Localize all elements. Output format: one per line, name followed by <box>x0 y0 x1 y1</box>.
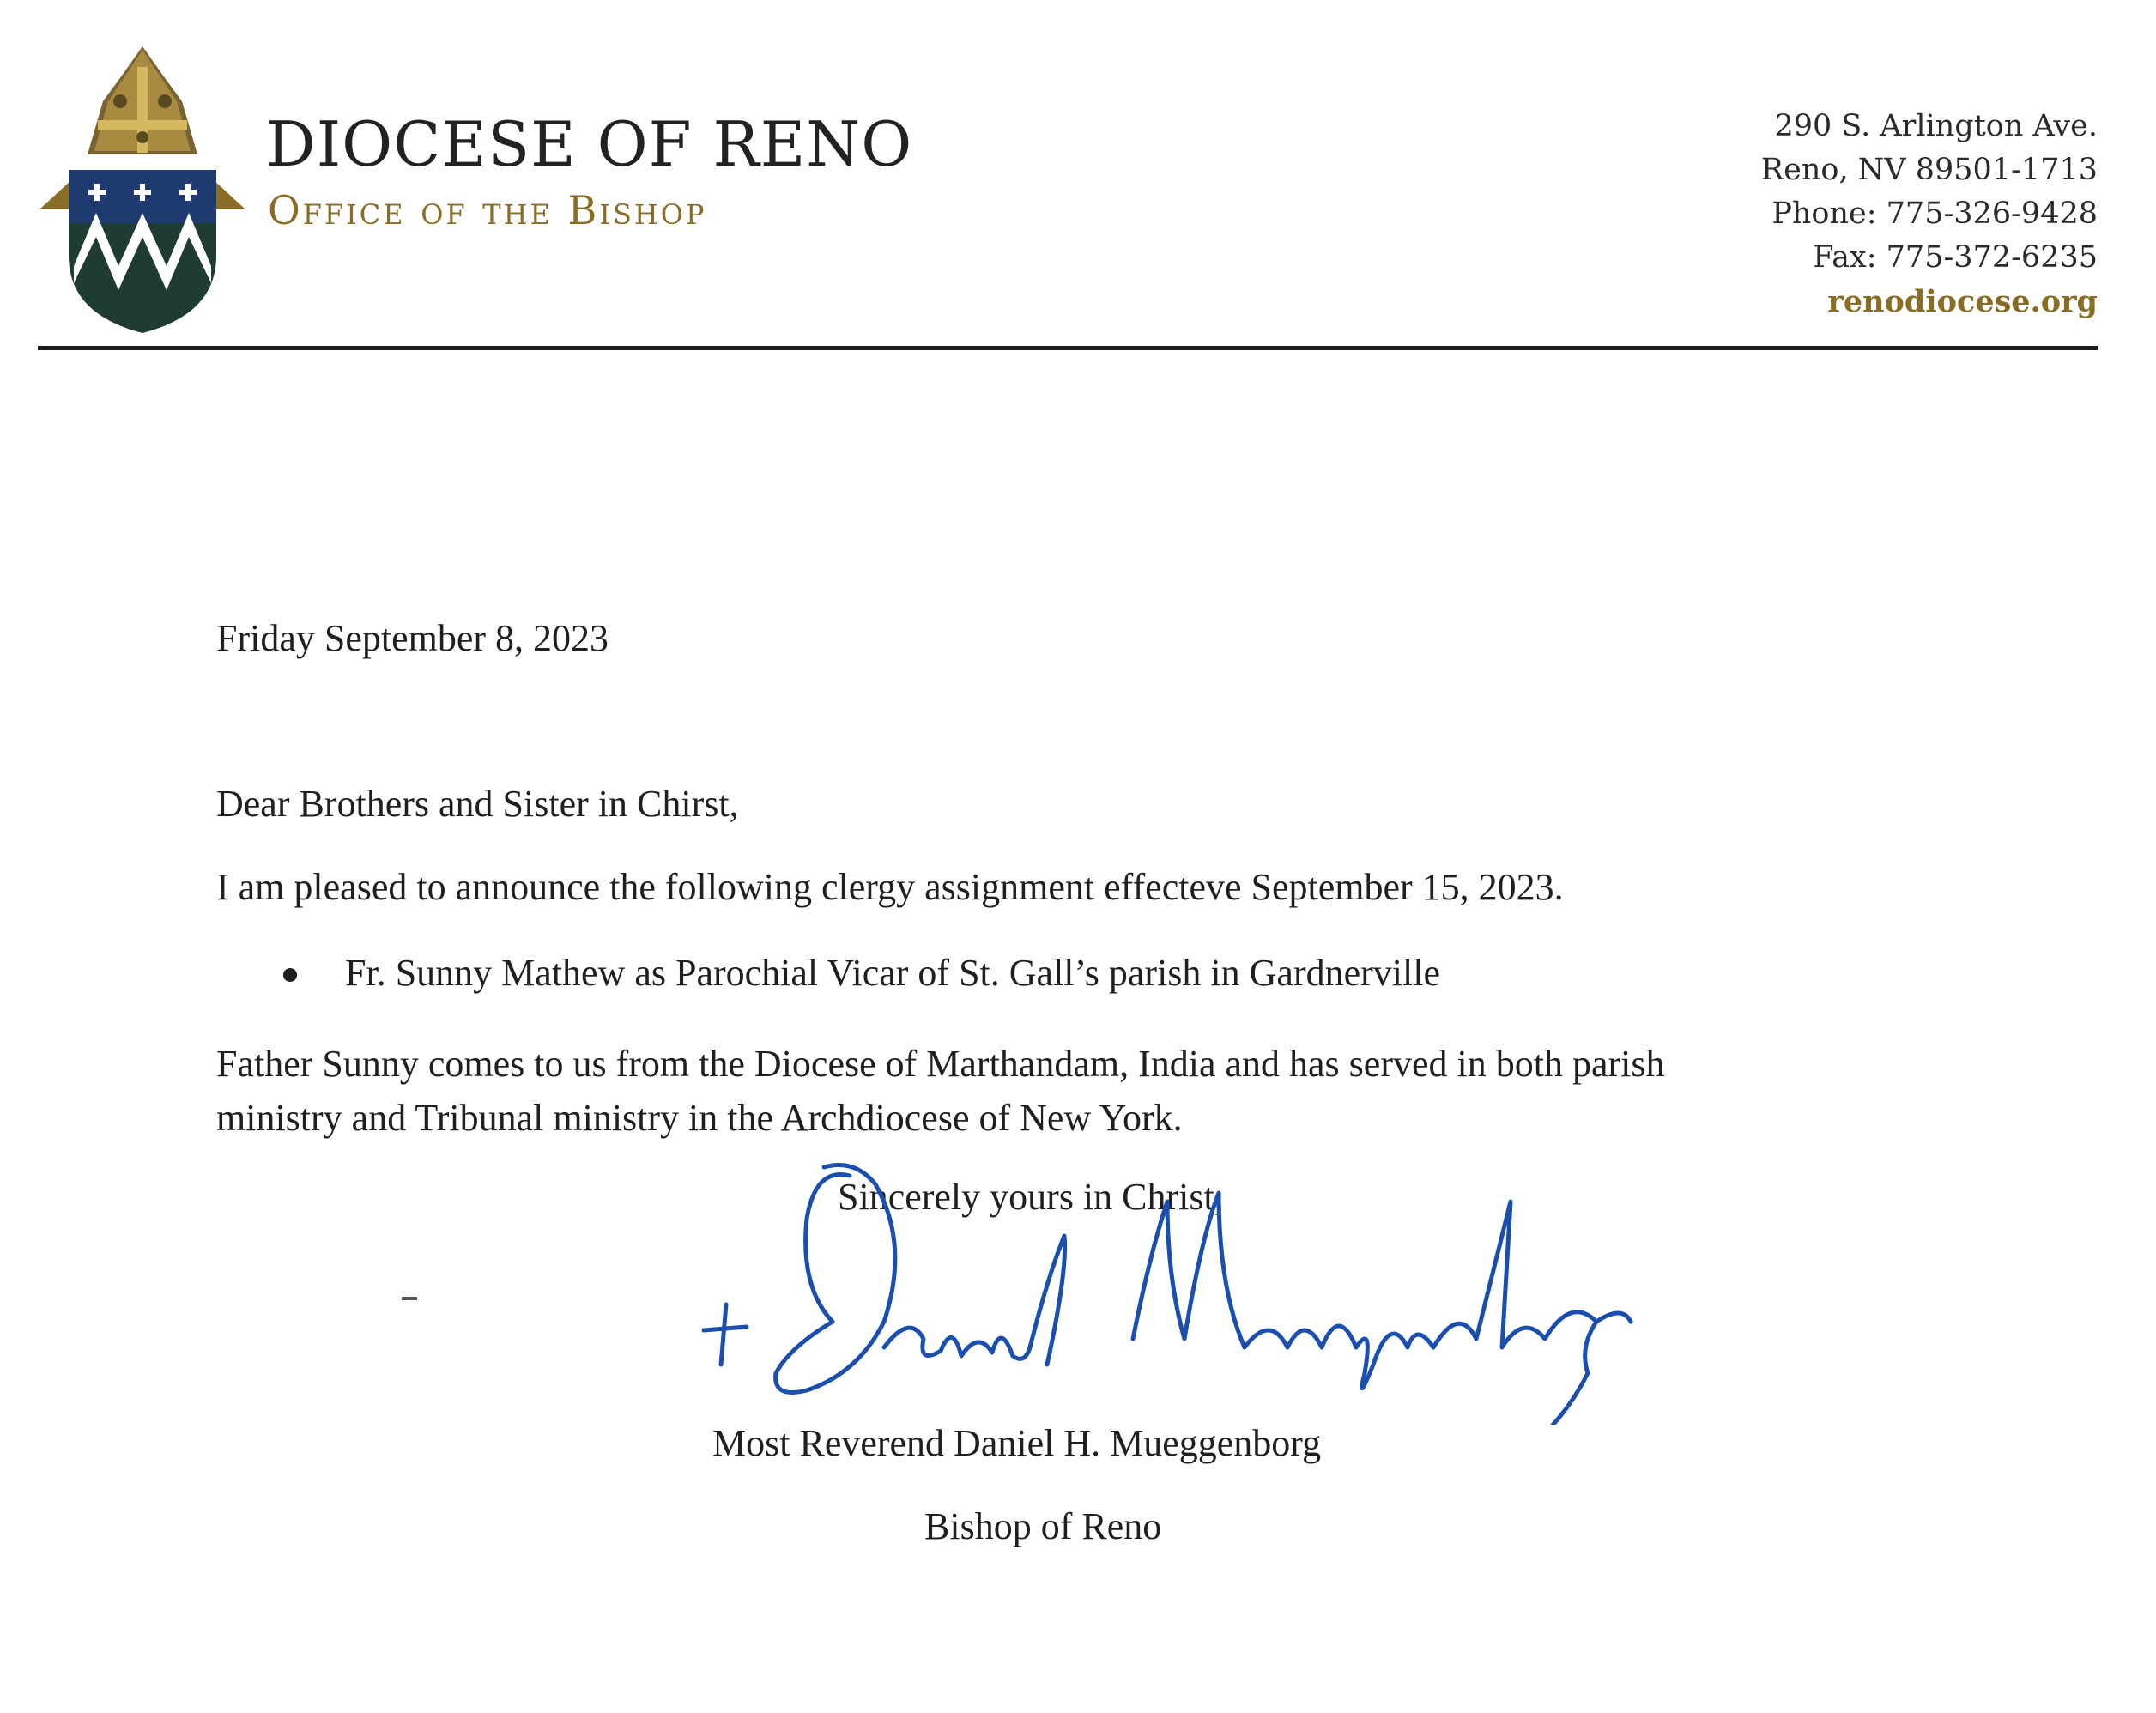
bishop-signature <box>687 1150 1717 1425</box>
diocese-name: DIOCESE OF RENO <box>266 108 913 180</box>
address-phone: Phone: 775-326-9428 <box>1771 197 2098 231</box>
paragraph-line-2: ministry and Tribunal ministry in the Archdiocese of New York. <box>216 1097 1183 1139</box>
address-city: Reno, NV 89501-1713 <box>1760 153 2098 187</box>
scan-speck <box>402 1297 417 1300</box>
closing-line: Sincerely yours in Christ, <box>838 1176 1224 1218</box>
diocese-crest-logo <box>34 41 251 335</box>
letterhead-divider <box>38 346 2098 350</box>
office-name: Office of the Bishop <box>268 187 707 233</box>
assignment-item: Fr. Sunny Mathew as Parochial Vicar of St. Gall’s parish in Gardnerville <box>345 952 1440 994</box>
address-block <box>1761 105 2098 324</box>
background-paragraph <box>216 1037 1665 1145</box>
letter-date: Friday September 8, 2023 <box>216 617 609 659</box>
signatory-name: Most Reverend Daniel H. Mueggenborg <box>712 1422 1322 1464</box>
paragraph-line-1: Father Sunny comes to us from the Diocese of Marthandam, India and has served in both parish <box>216 1043 1665 1085</box>
signatory-title: Bishop of Reno <box>924 1505 1162 1547</box>
letter-salutation: Dear Brothers and Sister in Chirst, <box>216 783 739 825</box>
website-link[interactable]: renodiocese.org <box>1827 284 2098 319</box>
address-street: 290 S. Arlington Ave. <box>1774 109 2098 143</box>
address-fax: Fax: 775-372-6235 <box>1813 240 2098 275</box>
announcement-line: I am pleased to announce the following clergy assignment effecteve September 15, 2023. <box>216 866 1564 908</box>
bullet-icon <box>283 968 297 982</box>
